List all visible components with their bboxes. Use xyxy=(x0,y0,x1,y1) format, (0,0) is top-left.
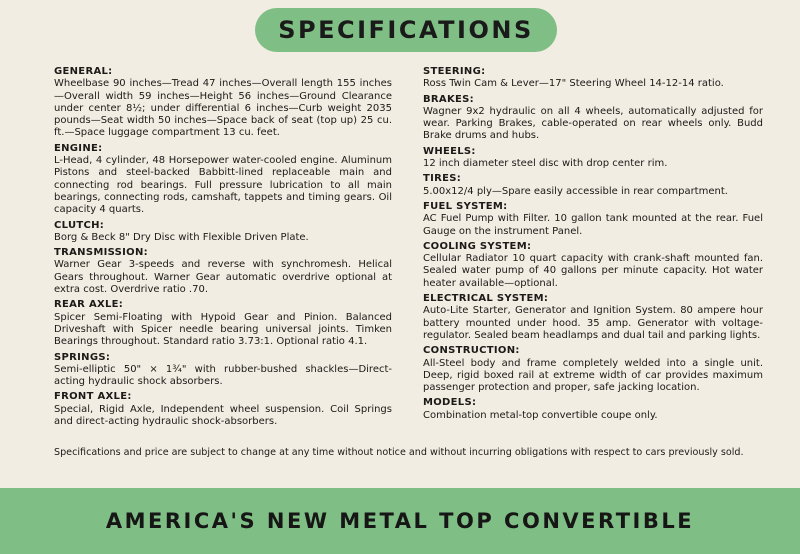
spec-wheels xyxy=(423,146,763,171)
spec-engine xyxy=(54,143,392,217)
spec-heading: FRONT AXLE: xyxy=(54,391,132,403)
spec-heading: REAR AXLE: xyxy=(54,299,124,311)
footer-banner: AMERICA'S NEW METAL TOP CONVERTIBLE xyxy=(0,488,800,554)
spec-text: Special, Rigid Axle, Independent wheel suspension. Coil Springs and direct-acting hydraulic shock-absorbers. xyxy=(54,403,392,428)
spec-text: Warner Gear 3-speeds and reverse with synchromesh. Helical Gears throughout. Warner Gear automatic overdrive optional at extra cost. Overdrive ratio .70. xyxy=(54,259,392,296)
spec-heading: ELECTRICAL SYSTEM: xyxy=(423,293,549,305)
spec-heading: CONSTRUCTION: xyxy=(423,345,520,357)
spec-text: Wheelbase 90 inches—Tread 47 inches—Overall length 155 inches—Overall width 59 inches—Height 56 inches—Ground Clearance under center 8½; under differential 6 inches—Curb weight 2035 pounds—Seat width 50 inches—Space back of seat (top up) 25 cu. ft.—Space luggage compartment 13 cu. feet. xyxy=(54,78,392,139)
spec-heading: SPRINGS: xyxy=(54,351,111,363)
page-title: SPECIFICATIONS xyxy=(255,8,557,52)
left-spec-column xyxy=(54,66,392,431)
spec-text: Combination metal-top convertible coupe only. xyxy=(423,409,658,421)
spec-text: Borg & Beck 8" Dry Disc with Flexible Driven Plate. xyxy=(54,231,309,243)
spec-text: Ross Twin Cam & Lever—17" Steering Wheel 14-12-14 ratio. xyxy=(423,78,724,90)
spec-general xyxy=(54,66,392,140)
spec-text: 5.00x12/4 ply—Spare easily accessible in rear compartment. xyxy=(423,185,728,197)
spec-heading: GENERAL: xyxy=(54,66,113,77)
spec-cooling-system xyxy=(423,241,763,290)
spec-heading: FUEL SYSTEM: xyxy=(423,200,508,212)
spec-heading: MODELS: xyxy=(423,397,477,409)
spec-transmission xyxy=(54,247,392,296)
spec-tires xyxy=(423,173,763,198)
spec-heading: COOLING SYSTEM: xyxy=(423,240,532,252)
spec-text: Cellular Radiator 10 quart capacity with crank-shaft mounted fan. Sealed water pump of 40 gallons per minute capacity. Hot water heater available—optional. xyxy=(423,253,763,289)
disclaimer-text: Specifications and price are subject to change at any time without notice and without incurring obligations with respect to cars previously sold. xyxy=(54,447,744,458)
spec-heading: TIRES: xyxy=(423,173,462,185)
spec-clutch xyxy=(54,220,392,245)
spec-front-axle xyxy=(54,391,392,428)
spec-heading: BRAKES: xyxy=(423,93,474,105)
spec-heading: CLUTCH: xyxy=(54,219,105,231)
spec-heading: STEERING: xyxy=(423,66,486,77)
spec-rear-axle xyxy=(54,299,392,348)
spec-text: L-Head, 4 cylinder, 48 Horsepower water-cooled engine. Aluminum Pistons and steel-backed Babbitt-lined replaceable main and connecting rod bearings. Full pressure lubrication to all main bearings, connecting rods, camshaft, tappets and timing gears. Oil capacity 4 quarts. xyxy=(54,155,392,216)
spec-brakes xyxy=(423,94,763,143)
right-spec-column xyxy=(423,66,763,425)
spec-construction xyxy=(423,345,763,394)
spec-text: Semi-elliptic 50" × 1¾" with rubber-bushed shackles—Direct-acting hydraulic shock absorbers. xyxy=(54,363,392,388)
spec-text: Wagner 9x2 hydraulic on all 4 wheels, automatically adjusted for wear. Parking Brakes, cable-operated on rear wheels only. Budd Brake drums and hubs. xyxy=(423,105,763,142)
spec-text: All-Steel body and frame completely welded into a single unit. Deep, rigid boxed rail at extreme width of car provides maximum passenger protection and proper, safe jacking location. xyxy=(423,357,763,394)
spec-text: Auto-Lite Starter, Generator and Ignition System. 80 ampere hour battery mounted under hood. 35 amp. Generator with voltage-regulator. Sealed beam headlamps and dual tail and parking lights. xyxy=(423,305,763,341)
spec-electrical-system xyxy=(423,293,763,342)
spec-heading: ENGINE: xyxy=(54,142,103,154)
spec-heading: TRANSMISSION: xyxy=(54,247,148,259)
spec-models xyxy=(423,397,763,422)
spec-text: 12 inch diameter steel disc with drop center rim. xyxy=(423,158,668,170)
spec-springs xyxy=(54,352,392,389)
spec-fuel-system xyxy=(423,201,763,238)
spec-text: Spicer Semi-Floating with Hypoid Gear and Pinion. Balanced Driveshaft with Spicer needle bearing universal joints. Timken Bearings throughout. Standard ratio 3.73:1. Optional ratio 4.1. xyxy=(54,311,392,348)
spec-text: AC Fuel Pump with Filter. 10 gallon tank mounted at the rear. Fuel Gauge on the instrument Panel. xyxy=(423,213,763,237)
spec-steering xyxy=(423,66,763,91)
spec-heading: WHEELS: xyxy=(423,145,476,157)
